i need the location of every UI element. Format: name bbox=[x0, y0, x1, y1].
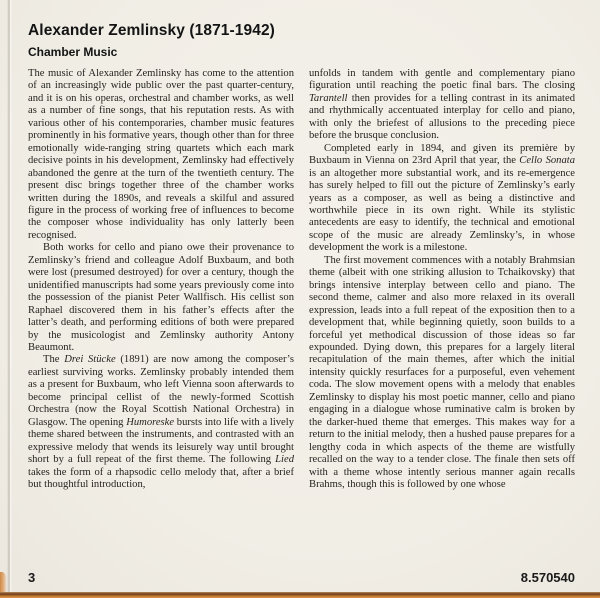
page-header bbox=[28, 22, 568, 59]
catalog-number: 8.570540 bbox=[520, 570, 575, 585]
left-column bbox=[28, 68, 294, 491]
page-subtitle: Chamber Music bbox=[28, 45, 118, 59]
paragraph: unfolds in tandem with gentle and complementary piano figuration until reaching the poetic final bars. The closing Tarantell then provides for a telling contrast in its animated and rhythmically accentuated interplay for cello and piano, with only the briefest of allusions to the preceding piece before the brusque conclusion. bbox=[309, 68, 575, 142]
page-title: Alexander Zemlinsky (1871-1942) bbox=[28, 22, 275, 39]
paragraph: The first movement commences with a notably Brahmsian theme (albeit with one striking allusion to Tchaikovsky) that brings intensive interplay between cello and piano. The second theme, calmer and also more relaxed in its overall expression, leads into a full repeat of the exposition then to a development that, while beginning quietly, soon builds to a forceful yet methodical discussion of those ideas so far expounded. Dying down, this prepares for a largely literal recapitulation of the main themes, after which the initial intensity quickly resurfaces for a purposeful, even vehement coda. The slow movement opens with a melody that enables Zemlinsky to display his most poetic manner, cello and piano engaging in a dialogue whose ruminative calm is broken by the darker-hued theme that emerges. This makes way for a return to the initial melody, then a hushed pause prepares for a lengthy coda in which aspects of the theme are wistfully recalled on the way to a tender close. The finale then sets off with a theme whose intently serious manner again recalls Brahms, though this is followed by one whose bbox=[309, 254, 575, 490]
liner-notes bbox=[28, 68, 575, 491]
paragraph: The music of Alexander Zemlinsky has come to the attention of an increasingly wide public over the past quarter-century, and it is on his operas, orchestral and chamber works, as well as a number of fine songs, that his reputation rests. As with various other of his contemporaries, chamber music features prominently in his formative years, though other than for three emotionally wide-ranging string quartets which each mark decisive points in his development, Zemlinsky had effectively abandoned the genre at the turn of the twentieth century. The present disc brings together three of the chamber works written during the 1890s, and reveals a skilful and assured figure in the process of working free of influences to become the composer whose individuality has only latterly been recognised. bbox=[28, 68, 294, 241]
page-number: 3 bbox=[28, 570, 36, 585]
paragraph: Completed early in 1894, and given its première by Buxbaum in Vienna on 23rd April that year, the Cello Sonata is an altogether more substantial work, and its re-emergence has surely helped to fill out the picture of Zemlinsky’s early years as a composer, as well as being a distinctive and worthwhile piece in its own right. While its stylistic antecedents are easy to identify, the technical and emotional scope of the music are already Zemlinsky’s, in whose development the work is a milestone. bbox=[309, 142, 575, 254]
paragraph: The Drei Stücke (1891) are now among the composer’s earliest surviving works. Zemlinsky probably intended them as a present for Buxbaum, who left Vienna soon afterwards to become principal cellist of the newly-formed Scottish Orchestra (now the Royal Scottish National Orchestra) in Glasgow. The opening Humoreske bursts into life with a lively theme shared between the instruments, and contrasted with an expressive melody that wends its leisurely way until brought short by a full repeat of the first theme. The following Lied takes the form of a rhapsodic cello melody that, after a brief but thoughtful introduction, bbox=[28, 354, 294, 490]
paragraph: Both works for cello and piano owe their provenance to Zemlinsky’s friend and colleague Adolf Buxbaum, and both were lost (presumed destroyed) for over a century, though the unidentified manuscripts had some years previously come into the possession of the pianist Peter Wallfisch. His cellist son Raphael discovered them in his father’s effects after the latter’s death, and performing editions of both were prepared by the musicologist and Zemlinsky authority Antony Beaumont. bbox=[28, 242, 294, 353]
spine-crease bbox=[7, 0, 12, 598]
booklet-bottom-edge bbox=[0, 592, 600, 598]
right-column bbox=[309, 68, 575, 491]
